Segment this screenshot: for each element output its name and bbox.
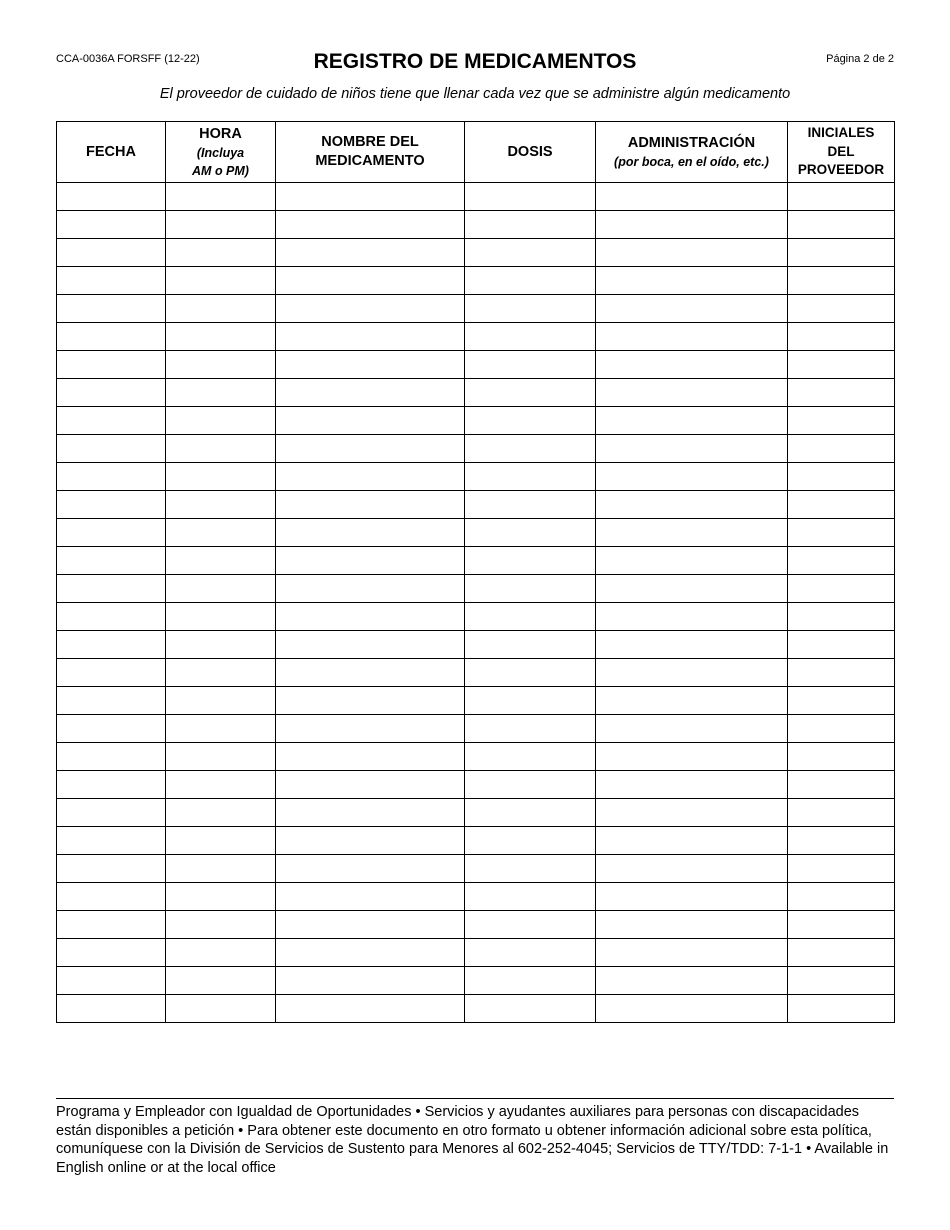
cell-nombre[interactable] <box>276 491 465 519</box>
cell-nombre[interactable] <box>276 267 465 295</box>
cell-administracion[interactable] <box>596 855 788 883</box>
cell-dosis[interactable] <box>465 855 596 883</box>
table-header-row <box>57 122 895 183</box>
cell-administracion[interactable] <box>596 631 788 659</box>
cell-administracion[interactable] <box>596 239 788 267</box>
cell-dosis[interactable] <box>465 687 596 715</box>
cell-hora[interactable] <box>166 407 276 435</box>
cell-hora[interactable] <box>166 323 276 351</box>
cell-dosis[interactable] <box>465 435 596 463</box>
cell-fecha[interactable] <box>57 603 166 631</box>
cell-nombre[interactable] <box>276 883 465 911</box>
cell-nombre[interactable] <box>276 239 465 267</box>
cell-hora[interactable] <box>166 659 276 687</box>
cell-dosis[interactable] <box>465 715 596 743</box>
cell-dosis[interactable] <box>465 267 596 295</box>
cell-fecha[interactable] <box>57 995 166 1023</box>
cell-hora[interactable] <box>166 547 276 575</box>
cell-administracion[interactable] <box>596 407 788 435</box>
cell-administracion[interactable] <box>596 771 788 799</box>
cell-iniciales[interactable] <box>788 407 895 435</box>
cell-fecha[interactable] <box>57 575 166 603</box>
cell-iniciales[interactable] <box>788 323 895 351</box>
cell-iniciales[interactable] <box>788 659 895 687</box>
cell-hora[interactable] <box>166 239 276 267</box>
table-row <box>57 771 895 799</box>
cell-dosis[interactable] <box>465 827 596 855</box>
cell-fecha[interactable] <box>57 379 166 407</box>
page-number: Página 2 de 2 <box>826 53 894 65</box>
cell-iniciales[interactable] <box>788 967 895 995</box>
cell-nombre[interactable] <box>276 547 465 575</box>
cell-iniciales[interactable] <box>788 603 895 631</box>
cell-iniciales[interactable] <box>788 575 895 603</box>
cell-nombre[interactable] <box>276 827 465 855</box>
cell-administracion[interactable] <box>596 547 788 575</box>
cell-fecha[interactable] <box>57 407 166 435</box>
cell-nombre[interactable] <box>276 939 465 967</box>
cell-nombre[interactable] <box>276 771 465 799</box>
cell-fecha[interactable] <box>57 351 166 379</box>
cell-hora[interactable] <box>166 603 276 631</box>
cell-iniciales[interactable] <box>788 827 895 855</box>
administracion-note: (por boca, en el oído, etc.) <box>614 154 769 169</box>
cell-iniciales[interactable] <box>788 911 895 939</box>
cell-dosis[interactable] <box>465 575 596 603</box>
cell-fecha[interactable] <box>57 743 166 771</box>
cell-iniciales[interactable] <box>788 883 895 911</box>
cell-hora[interactable] <box>166 575 276 603</box>
cell-iniciales[interactable] <box>788 995 895 1023</box>
table-row <box>57 239 895 267</box>
cell-nombre[interactable] <box>276 967 465 995</box>
column-header-iniciales <box>788 122 895 183</box>
cell-administracion[interactable] <box>596 603 788 631</box>
cell-administracion[interactable] <box>596 883 788 911</box>
cell-nombre[interactable] <box>276 799 465 827</box>
cell-administracion[interactable] <box>596 379 788 407</box>
table-row <box>57 323 895 351</box>
cell-administracion[interactable] <box>596 183 788 211</box>
cell-nombre[interactable] <box>276 575 465 603</box>
cell-administracion[interactable] <box>596 491 788 519</box>
table-row <box>57 267 895 295</box>
cell-nombre[interactable] <box>276 323 465 351</box>
cell-fecha[interactable] <box>57 267 166 295</box>
table-row <box>57 351 895 379</box>
column-header-dosis <box>465 122 596 183</box>
cell-iniciales[interactable] <box>788 519 895 547</box>
table-row <box>57 799 895 827</box>
table-row <box>57 519 895 547</box>
table-row <box>57 547 895 575</box>
cell-nombre[interactable] <box>276 631 465 659</box>
cell-administracion[interactable] <box>596 519 788 547</box>
cell-dosis[interactable] <box>465 211 596 239</box>
cell-iniciales[interactable] <box>788 351 895 379</box>
cell-dosis[interactable] <box>465 239 596 267</box>
cell-fecha[interactable] <box>57 239 166 267</box>
cell-fecha[interactable] <box>57 715 166 743</box>
cell-fecha[interactable] <box>57 547 166 575</box>
cell-fecha[interactable] <box>57 827 166 855</box>
cell-hora[interactable] <box>166 435 276 463</box>
cell-fecha[interactable] <box>57 939 166 967</box>
administracion-label: ADMINISTRACIÓN <box>627 134 756 151</box>
cell-iniciales[interactable] <box>788 183 895 211</box>
cell-hora[interactable] <box>166 519 276 547</box>
table-row <box>57 435 895 463</box>
table-row <box>57 855 895 883</box>
table-row <box>57 379 895 407</box>
cell-iniciales[interactable] <box>788 491 895 519</box>
cell-dosis[interactable] <box>465 295 596 323</box>
cell-fecha[interactable] <box>57 631 166 659</box>
cell-fecha[interactable] <box>57 967 166 995</box>
cell-administracion[interactable] <box>596 995 788 1023</box>
table-row <box>57 715 895 743</box>
cell-nombre[interactable] <box>276 715 465 743</box>
cell-dosis[interactable] <box>465 995 596 1023</box>
cell-dosis[interactable] <box>465 771 596 799</box>
cell-hora[interactable] <box>166 715 276 743</box>
cell-dosis[interactable] <box>465 603 596 631</box>
table-body <box>57 183 895 1023</box>
cell-hora[interactable] <box>166 995 276 1023</box>
cell-nombre[interactable] <box>276 743 465 771</box>
cell-hora[interactable] <box>166 295 276 323</box>
table-row <box>57 659 895 687</box>
cell-dosis[interactable] <box>465 323 596 351</box>
cell-nombre[interactable] <box>276 687 465 715</box>
cell-hora[interactable] <box>166 491 276 519</box>
table-row <box>57 827 895 855</box>
table-row <box>57 407 895 435</box>
column-header-hora <box>166 122 276 183</box>
cell-dosis[interactable] <box>465 883 596 911</box>
cell-administracion[interactable] <box>596 799 788 827</box>
cell-fecha[interactable] <box>57 855 166 883</box>
cell-fecha[interactable] <box>57 799 166 827</box>
cell-administracion[interactable] <box>596 295 788 323</box>
table-row <box>57 211 895 239</box>
cell-dosis[interactable] <box>465 631 596 659</box>
page-title: REGISTRO DE MEDICAMENTOS <box>313 50 637 73</box>
cell-fecha[interactable] <box>57 323 166 351</box>
cell-iniciales[interactable] <box>788 771 895 799</box>
table-row <box>57 743 895 771</box>
cell-dosis[interactable] <box>465 967 596 995</box>
cell-dosis[interactable] <box>465 939 596 967</box>
cell-administracion[interactable] <box>596 575 788 603</box>
cell-iniciales[interactable] <box>788 855 895 883</box>
column-header-fecha <box>57 122 166 183</box>
cell-hora[interactable] <box>166 267 276 295</box>
cell-fecha[interactable] <box>57 659 166 687</box>
cell-fecha[interactable] <box>57 211 166 239</box>
cell-nombre[interactable] <box>276 911 465 939</box>
cell-iniciales[interactable] <box>788 743 895 771</box>
fecha-label: FECHA <box>86 143 136 160</box>
table-row <box>57 491 895 519</box>
medication-log-table <box>56 121 895 1023</box>
cell-fecha[interactable] <box>57 911 166 939</box>
cell-hora[interactable] <box>166 743 276 771</box>
cell-dosis[interactable] <box>465 491 596 519</box>
cell-hora[interactable] <box>166 771 276 799</box>
cell-administracion[interactable] <box>596 911 788 939</box>
hora-label: HORA <box>199 125 242 142</box>
cell-nombre[interactable] <box>276 183 465 211</box>
cell-iniciales[interactable] <box>788 267 895 295</box>
cell-administracion[interactable] <box>596 715 788 743</box>
cell-dosis[interactable] <box>465 743 596 771</box>
cell-dosis[interactable] <box>465 379 596 407</box>
cell-nombre[interactable] <box>276 855 465 883</box>
table-row <box>57 575 895 603</box>
cell-iniciales[interactable] <box>788 379 895 407</box>
cell-hora[interactable] <box>166 211 276 239</box>
cell-administracion[interactable] <box>596 687 788 715</box>
cell-dosis[interactable] <box>465 659 596 687</box>
form-code: CCA-0036A FORSFF (12-22) <box>56 53 200 65</box>
cell-nombre[interactable] <box>276 435 465 463</box>
cell-administracion[interactable] <box>596 827 788 855</box>
cell-nombre[interactable] <box>276 519 465 547</box>
nombre-label-line1: NOMBRE DEL <box>321 134 419 150</box>
table-row <box>57 939 895 967</box>
cell-iniciales[interactable] <box>788 211 895 239</box>
cell-administracion[interactable] <box>596 323 788 351</box>
cell-dosis[interactable] <box>465 547 596 575</box>
cell-fecha[interactable] <box>57 491 166 519</box>
cell-fecha[interactable] <box>57 295 166 323</box>
dosis-label: DOSIS <box>507 143 553 160</box>
table-row <box>57 687 895 715</box>
iniciales-label-line1: INICIALES <box>807 125 875 141</box>
cell-nombre[interactable] <box>276 295 465 323</box>
cell-administracion[interactable] <box>596 939 788 967</box>
cell-iniciales[interactable] <box>788 463 895 491</box>
iniciales-label-line2: DEL <box>827 143 855 159</box>
iniciales-label-line3: PROVEEDOR <box>797 162 885 178</box>
cell-nombre[interactable] <box>276 407 465 435</box>
cell-dosis[interactable] <box>465 799 596 827</box>
cell-dosis[interactable] <box>465 463 596 491</box>
cell-iniciales[interactable] <box>788 295 895 323</box>
cell-hora[interactable] <box>166 351 276 379</box>
cell-fecha[interactable] <box>57 771 166 799</box>
cell-nombre[interactable] <box>276 463 465 491</box>
table-row <box>57 183 895 211</box>
cell-fecha[interactable] <box>57 183 166 211</box>
cell-hora[interactable] <box>166 855 276 883</box>
cell-administracion[interactable] <box>596 435 788 463</box>
instructions-subtitle: El proveedor de cuidado de niños tiene que llenar cada vez que se administre algún medicamento <box>159 86 791 102</box>
cell-nombre[interactable] <box>276 603 465 631</box>
cell-hora[interactable] <box>166 911 276 939</box>
cell-hora[interactable] <box>166 631 276 659</box>
cell-administracion[interactable] <box>596 967 788 995</box>
cell-nombre[interactable] <box>276 211 465 239</box>
cell-dosis[interactable] <box>465 911 596 939</box>
table-row <box>57 631 895 659</box>
nombre-label-line2: MEDICAMENTO <box>315 153 425 169</box>
cell-hora[interactable] <box>166 883 276 911</box>
table-row <box>57 911 895 939</box>
hora-note-line1: (Incluya <box>196 145 245 160</box>
cell-administracion[interactable] <box>596 211 788 239</box>
cell-hora[interactable] <box>166 827 276 855</box>
cell-nombre[interactable] <box>276 379 465 407</box>
cell-dosis[interactable] <box>465 183 596 211</box>
cell-iniciales[interactable] <box>788 435 895 463</box>
cell-hora[interactable] <box>166 799 276 827</box>
cell-nombre[interactable] <box>276 659 465 687</box>
cell-fecha[interactable] <box>57 883 166 911</box>
hora-note-line2: AM o PM) <box>192 163 249 178</box>
cell-iniciales[interactable] <box>788 547 895 575</box>
cell-iniciales[interactable] <box>788 799 895 827</box>
cell-fecha[interactable] <box>57 435 166 463</box>
cell-fecha[interactable] <box>57 687 166 715</box>
table-row <box>57 295 895 323</box>
cell-hora[interactable] <box>166 379 276 407</box>
cell-fecha[interactable] <box>57 519 166 547</box>
cell-fecha[interactable] <box>57 463 166 491</box>
cell-iniciales[interactable] <box>788 687 895 715</box>
table-row <box>57 883 895 911</box>
cell-administracion[interactable] <box>596 267 788 295</box>
cell-dosis[interactable] <box>465 519 596 547</box>
table-row <box>57 603 895 631</box>
cell-administracion[interactable] <box>596 351 788 379</box>
cell-iniciales[interactable] <box>788 239 895 267</box>
cell-nombre[interactable] <box>276 351 465 379</box>
cell-hora[interactable] <box>166 463 276 491</box>
cell-administracion[interactable] <box>596 659 788 687</box>
cell-administracion[interactable] <box>596 463 788 491</box>
column-header-nombre <box>276 122 465 183</box>
cell-hora[interactable] <box>166 183 276 211</box>
cell-dosis[interactable] <box>465 407 596 435</box>
table-row <box>57 995 895 1023</box>
cell-dosis[interactable] <box>465 351 596 379</box>
footer-notice: Programa y Empleador con Igualdad de Oportunidades • Servicios y ayudantes auxiliares para personas con discapacidades están disponibles a petición • Para obtener este documento en otro formato u obtener información adicional sobre esta política, comuníquese con la División de Servicios de Sustento para Menores al 602-252-4045; Servicios de TTY/TDD: 7-1-1 • Available in English online or at the local office <box>56 1098 894 1177</box>
cell-hora[interactable] <box>166 967 276 995</box>
cell-iniciales[interactable] <box>788 715 895 743</box>
cell-nombre[interactable] <box>276 995 465 1023</box>
cell-hora[interactable] <box>166 939 276 967</box>
table-row <box>57 463 895 491</box>
column-header-administracion <box>596 122 788 183</box>
cell-iniciales[interactable] <box>788 631 895 659</box>
cell-iniciales[interactable] <box>788 939 895 967</box>
table-row <box>57 967 895 995</box>
cell-administracion[interactable] <box>596 743 788 771</box>
cell-hora[interactable] <box>166 687 276 715</box>
